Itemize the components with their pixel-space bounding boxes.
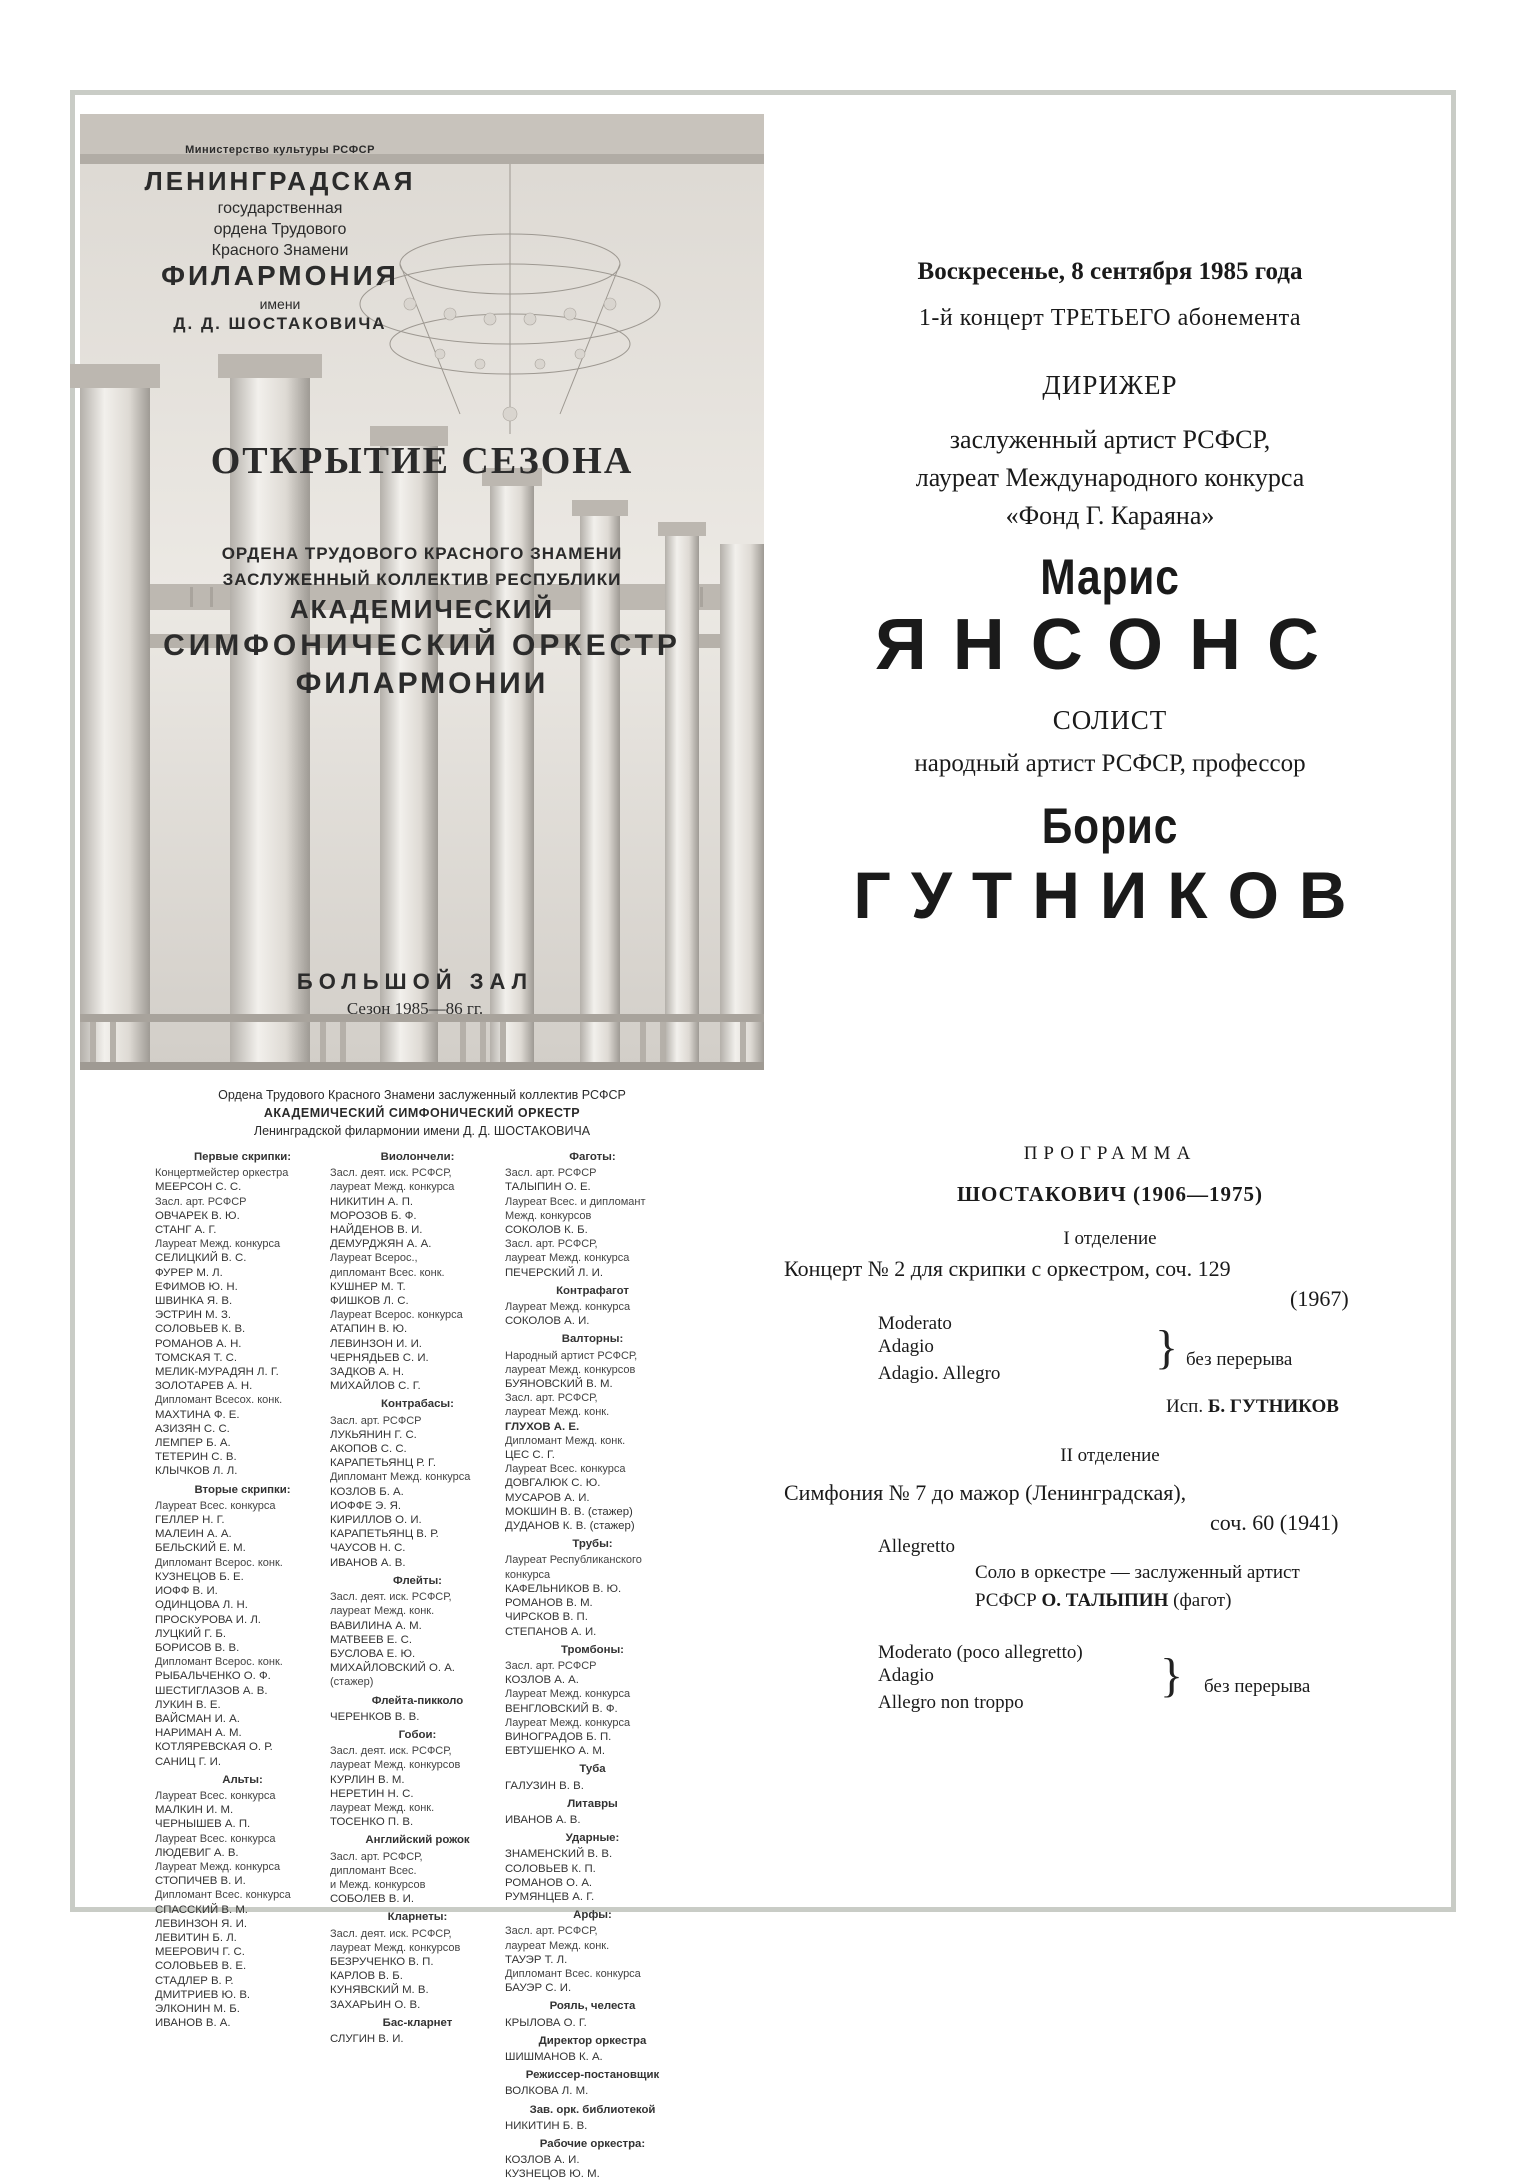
section-heading: Тромбоны: xyxy=(561,1643,624,1656)
member-name: СТОПИЧЕВ В. И. xyxy=(155,1875,246,1888)
member-name: НИКИТИН А. П. xyxy=(330,1195,414,1208)
section-heading: Контрафагот xyxy=(556,1284,629,1297)
member-title: Засл. арт. РСФСР xyxy=(155,1195,247,1208)
section-heading: Ударные: xyxy=(565,1832,620,1845)
member-name: ВАЙСМАН И. А. xyxy=(155,1712,240,1725)
member-title: Засл. арт. РСФСР, xyxy=(505,1925,598,1938)
member-name: БУСЛОВА Е. Ю. xyxy=(330,1647,416,1660)
member-name: ЗОЛОТАРЕВ А. Н. xyxy=(155,1380,253,1393)
member-title: дипломант Всес. xyxy=(330,1864,417,1877)
section-heading: Рабочие оркестра: xyxy=(539,2138,646,2150)
member-title: лауреат Межд. конкурсов xyxy=(330,1941,461,1954)
section-heading: Фаготы: xyxy=(569,1151,616,1163)
member-name: ЛЕМПЕР Б. А. xyxy=(155,1437,231,1450)
member-name: ЛУЦКИЙ Г. Б. xyxy=(155,1627,227,1640)
member-name: СТЕПАНОВ А. И. xyxy=(505,1625,597,1638)
member-name: МОРОЗОВ Б. Ф. xyxy=(330,1209,417,1222)
member-name: НАРИМАН А. М. xyxy=(155,1727,242,1740)
member-title: Лауреат Всес. конкурса xyxy=(505,1463,626,1476)
member-title: Дипломант Всес. конкурса xyxy=(155,1889,291,1902)
member-name: ТОМСКАЯ Т. С. xyxy=(155,1351,238,1364)
member-name: ЧЕРНЫШЕВ А. П. xyxy=(155,1818,251,1831)
member-title: Лауреат Всес. конкурса xyxy=(155,1789,276,1802)
member-name: РОМАНОВ В. М. xyxy=(505,1597,593,1610)
member-name: СТАДЛЕР В. Р. xyxy=(155,1974,234,1987)
member-name: РОМАНОВ А. Н. xyxy=(155,1337,242,1350)
gov-line: государственная xyxy=(217,200,343,217)
member-title: (стажер) xyxy=(330,1676,374,1689)
member-name: БАУЭР С. И. xyxy=(505,1982,572,1995)
section-heading: Трубы: xyxy=(572,1538,613,1551)
movement: Adagio. Allegro xyxy=(878,1363,1001,1384)
solo-name: О. ТАЛЫПИН xyxy=(1041,1590,1169,1611)
subscription-label: 1-й концерт ТРЕТЬЕГО абонемента xyxy=(918,305,1302,331)
member-name: ПРОСКУРОВА И. Л. xyxy=(155,1613,261,1626)
member-name: ШИШМАНОВ К. А. xyxy=(505,2050,603,2063)
member-title: лауреат Межд. конк. xyxy=(505,1939,610,1952)
member-name: ЗНАМЕНСКИЙ В. В. xyxy=(505,1848,613,1861)
member-title: Засл. арт. РСФСР xyxy=(505,1167,597,1180)
member-name: МАЛЕИН А. А. xyxy=(155,1528,232,1541)
member-name: КУНЯВСКИЙ М. В. xyxy=(330,1984,429,1997)
member-title: Народный артист РСФСР, xyxy=(505,1349,638,1362)
member-name: ТОСЕНКО П. В. xyxy=(330,1816,414,1829)
member-title: Лауреат Межд. конкурса xyxy=(505,1301,631,1314)
section-heading: Контрабасы: xyxy=(381,1398,454,1411)
member-name: РЫБАЛЬЧЕНКО О. Ф. xyxy=(155,1670,271,1683)
member-name: БУЯНОВСКИЙ В. М. xyxy=(505,1378,613,1391)
movement: Adagio xyxy=(878,1665,934,1686)
member-name: КУЗНЕЦОВ Б. Е. xyxy=(155,1570,244,1583)
no-break-label: без перерыва xyxy=(1204,1676,1311,1697)
section-heading: Виолончели: xyxy=(380,1151,455,1163)
member-title: Лауреат Межд. конкурса xyxy=(505,1716,631,1729)
member-name: ЭЛКОНИН М. Б. xyxy=(155,2002,240,2015)
member-name: ЭСТРИН М. З. xyxy=(155,1309,232,1322)
member-name: ЛЕВИНЗОН И. И. xyxy=(330,1337,422,1350)
cover-panel xyxy=(80,114,764,1070)
section-heading: Арфы: xyxy=(573,1909,612,1922)
section-heading: Бас-кларнет xyxy=(382,2016,453,2029)
member-name: ПЕЧЕРСКИЙ Л. И. xyxy=(505,1266,603,1279)
member-title: лауреат Межд. конк. xyxy=(330,1801,435,1814)
member-name: ЦЕС С. Г. xyxy=(505,1449,555,1462)
member-name: МЕЕРСОН С. С. xyxy=(155,1181,242,1194)
conductor-title: заслуженный артист РСФСР, xyxy=(949,425,1271,454)
composer-heading: ШОСТАКОВИЧ (1906—1975) xyxy=(957,1182,1263,1206)
gov-line: ордена Трудового xyxy=(213,221,347,238)
member-name: ЧЕРНЯДЬЕВ С. И. xyxy=(330,1351,429,1364)
member-title: лауреат Межд. конкурса xyxy=(330,1181,455,1194)
member-name: КАРЛОВ В. Б. xyxy=(330,1970,403,1983)
member-title: Дипломант Межд. конк. xyxy=(505,1434,626,1447)
member-name: КАРАПЕТЬЯНЦ Р. Г. xyxy=(330,1457,436,1470)
member-name: СОЛОВЬЕВ К. В. xyxy=(155,1323,246,1336)
member-name: СОЛОВЬЕВ К. П. xyxy=(505,1862,596,1875)
member-name: МАТВЕЕВ Е. С. xyxy=(330,1633,413,1646)
member-name: МЕЛИК-МУРАДЯН Л. Г. xyxy=(155,1366,279,1379)
member-name: БОРИСОВ В. В. xyxy=(155,1641,240,1654)
movement: Adagio xyxy=(878,1336,934,1357)
member-title: Засл. деят. иск. РСФСР, xyxy=(330,1167,452,1180)
member-name: ЕФИМОВ Ю. Н. xyxy=(155,1280,238,1293)
member-name: ИВАНОВ А. В. xyxy=(505,1813,581,1826)
member-name: МИХАЙЛОВСКИЙ О. А. xyxy=(330,1662,455,1675)
brace-icon: } xyxy=(1155,1321,1179,1374)
member-name: МИХАЙЛОВ С. Г. xyxy=(330,1380,421,1393)
member-title: Засл. арт. РСФСР xyxy=(505,1659,597,1672)
member-title: лауреат Межд. конк. xyxy=(505,1406,610,1419)
movement: Moderato xyxy=(878,1313,952,1334)
brace-icon: } xyxy=(1160,1649,1184,1702)
member-name: КОТЛЯРЕВСКАЯ О. Р. xyxy=(155,1741,273,1754)
member-title: конкурса xyxy=(505,1568,551,1581)
member-name: ДОВГАЛЮК С. Ю. xyxy=(505,1477,601,1490)
roster-column-2 xyxy=(330,1150,505,2046)
member-title: лауреат Межд. конкурсов xyxy=(330,1759,461,1772)
solo-line-1: Соло в оркестре — заслуженный артист xyxy=(975,1562,1300,1583)
member-name: НЕРЕТИН Н. С. xyxy=(330,1787,414,1800)
academic-label: АКАДЕМИЧЕСКИЙ xyxy=(289,594,555,624)
member-title: Лауреат Всес. конкурса xyxy=(155,1832,276,1845)
philharmonic-label: ФИЛАРМОНИЯ xyxy=(161,260,399,291)
order-line-1: ОРДЕНА ТРУДОВОГО КРАСНОГО ЗНАМЕНИ xyxy=(221,544,623,563)
member-title: Дипломант Всерос. конк. xyxy=(155,1556,283,1569)
soloist-label: СОЛИСТ xyxy=(1052,705,1168,735)
member-name: АКОПОВ С. С. xyxy=(330,1443,407,1456)
performer-line xyxy=(1166,1396,1339,1418)
movement: Allegretto xyxy=(878,1536,956,1557)
movement: Allegro non troppo xyxy=(878,1692,1024,1713)
member-name: ИВАНОВ А. В. xyxy=(330,1556,406,1569)
member-name: ИОФФ В. И. xyxy=(155,1585,218,1598)
member-title: Засл. арт. РСФСР, xyxy=(505,1392,598,1405)
member-name: ЛЕВИТИН Б. Л. xyxy=(155,1931,237,1944)
member-name: ОДИНЦОВА Л. Н. xyxy=(155,1599,248,1612)
member-name: КИРИЛЛОВ О. И. xyxy=(330,1514,422,1527)
member-title: Дипломант Всерос. конк. xyxy=(155,1656,283,1669)
ministry-label: Министерство культуры РСФСР xyxy=(185,144,375,156)
member-name: ДУДАНОВ К. В. (стажер) xyxy=(505,1520,635,1533)
section-heading: Зав. орк. библиотекой xyxy=(529,2103,656,2116)
work-1-title: Концерт № 2 для скрипки с оркестром, соч. 129 xyxy=(784,1256,1231,1281)
member-title: Засл. деят. иск. РСФСР, xyxy=(330,1745,452,1758)
program-title: ПРОГРАММА xyxy=(1023,1143,1197,1164)
member-name: БЕЛЬСКИЙ Е. М. xyxy=(155,1542,246,1555)
solo-line-2 xyxy=(975,1590,1231,1612)
philharmonic-gen-label: ФИЛАРМОНИИ xyxy=(295,667,549,700)
member-name: СЕЛИЦКИЙ В. С. xyxy=(155,1252,247,1265)
member-title: Лауреат Всерос. конкурса xyxy=(330,1309,463,1322)
movement: Moderato (poco allegretto) xyxy=(878,1642,1083,1663)
member-title: Засл. арт. РСФСР, xyxy=(330,1850,423,1863)
solo-suffix: (фагот) xyxy=(1173,1590,1232,1611)
no-break-label: без перерыва xyxy=(1186,1349,1293,1370)
conductor-last-name: ЯНСОНС xyxy=(875,605,1345,685)
member-name: МЕЕРОВИЧ Г. С. xyxy=(155,1946,245,1959)
leningrad-label: ЛЕНИНГРАДСКАЯ xyxy=(144,166,416,196)
member-title: лауреат Межд. конк. xyxy=(330,1605,435,1618)
member-name: ГЛУХОВ А. Е. xyxy=(505,1420,580,1433)
conductor-title: «Фонд Г. Караяна» xyxy=(1005,501,1215,530)
member-name: ЧЕРЕНКОВ В. В. xyxy=(330,1710,420,1723)
member-name: ВЕНГЛОВСКИЙ В. Ф. xyxy=(505,1702,618,1715)
member-name: ВИНОГРАДОВ Б. П. xyxy=(505,1730,612,1743)
member-name: СОБОЛЕВ В. И. xyxy=(330,1893,415,1906)
member-name: КУЗНЕЦОВ Ю. М. xyxy=(505,2168,600,2181)
member-title: Лауреат Всес. и дипломант xyxy=(505,1195,646,1208)
roster-column-3 xyxy=(505,1150,680,2182)
state-order-lines xyxy=(120,198,440,261)
section-heading: Валторны: xyxy=(561,1333,624,1346)
soloist-last-name: ГУТНИКОВ xyxy=(853,858,1367,932)
member-title: Засл. арт. РСФСР, xyxy=(505,1238,598,1251)
work-2-title: Симфония № 7 до мажор (Ленинградская), xyxy=(784,1480,1187,1505)
member-name: КОЗЛОВ А. И. xyxy=(505,2154,580,2167)
member-name: БЕЗРУЧЕНКО В. П. xyxy=(330,1955,434,1968)
section-heading: Первые скрипки: xyxy=(193,1151,292,1163)
member-name: ВОЛКОВА Л. М. xyxy=(505,2085,589,2098)
member-name: ЛЮДЕВИГ А. В. xyxy=(155,1846,239,1859)
member-name: ЛЕВИНЗОН Я. И. xyxy=(155,1917,247,1930)
soloist-title: народный артист РСФСР, профессор xyxy=(914,750,1306,777)
member-title: Лауреат Всес. конкурса xyxy=(155,1499,276,1512)
member-name: АТАПИН В. Ю. xyxy=(330,1323,408,1336)
member-name: СОКОЛОВ А. И. xyxy=(505,1315,590,1328)
member-name: ТАЛЫПИН О. Е. xyxy=(505,1181,591,1194)
order-line-2: ЗАСЛУЖЕННЫЙ КОЛЛЕКТИВ РЕСПУБЛИКИ xyxy=(222,570,622,589)
member-name: ЗАХАРЬИН О. В. xyxy=(330,1998,421,2011)
member-name: СТАНГ А. Г. xyxy=(155,1224,217,1237)
conductor-title: лауреат Международного конкурса xyxy=(915,463,1305,492)
member-name: СОЛОВЬЕВ В. Е. xyxy=(155,1960,247,1973)
member-name: КЛЫЧКОВ Л. Л. xyxy=(155,1465,238,1478)
member-title: Лауреат Межд. конкурса xyxy=(155,1238,281,1251)
member-name: МАЛКИН И. М. xyxy=(155,1804,234,1817)
imeni-label: имени xyxy=(259,296,301,312)
member-name: КАФЕЛЬНИКОВ В. Ю. xyxy=(505,1582,622,1595)
member-title: Засл. деят. иск. РСФСР, xyxy=(330,1927,452,1940)
member-title: Засл. деят. иск. РСФСР, xyxy=(330,1591,452,1604)
section-heading: Режиссер-постановщик xyxy=(525,2069,660,2082)
member-name: МОКШИН В. В. (стажер) xyxy=(505,1505,633,1518)
member-name: МАХТИНА Ф. Е. xyxy=(155,1408,240,1421)
member-name: КОЗЛОВ Б. А. xyxy=(330,1485,404,1498)
part-2-label: II отделение xyxy=(1060,1445,1160,1466)
member-title: дипломант Всес. конк. xyxy=(330,1266,445,1279)
section-heading: Английский рожок xyxy=(365,1834,470,1847)
member-name: ЛУКЬЯНИН Г. С. xyxy=(330,1428,417,1441)
section-heading: Кларнеты: xyxy=(387,1911,448,1924)
member-name: ШЕСТИГЛАЗОВ А. В. xyxy=(155,1684,268,1697)
section-heading: Рояль, челеста xyxy=(549,2000,636,2013)
member-name: КАРАПЕТЬЯНЦ В. Р. xyxy=(330,1528,439,1541)
roster-heading-1: Ордена Трудового Красного Знамени заслуженный коллектив РСФСР xyxy=(218,1088,626,1102)
concert-date: Воскресенье, 8 сентября 1985 года xyxy=(917,258,1303,285)
section-heading: Литавры xyxy=(567,1797,618,1810)
member-title: Лауреат Межд. конкурса xyxy=(155,1860,281,1873)
member-name: ФИШКОВ Л. С. xyxy=(330,1295,409,1308)
member-title: Дипломант Всес. конкурса xyxy=(505,1967,641,1980)
member-name: ОВЧАРЕК В. Ю. xyxy=(155,1209,240,1222)
roster-column-1 xyxy=(155,1150,330,2030)
soloist-first-name: Борис xyxy=(1041,798,1179,854)
member-name: КРЫЛОВА О. Г. xyxy=(505,2016,587,2029)
solo-prefix: РСФСР xyxy=(975,1590,1037,1611)
member-name: ТАУЭР Т. Л. xyxy=(505,1953,568,1966)
member-name: НАЙДЕНОВ В. И. xyxy=(330,1224,423,1237)
member-name: ГЕЛЛЕР Н. Г. xyxy=(155,1514,225,1527)
work-1-year: (1967) xyxy=(1290,1286,1349,1311)
member-name: ДЕМУРДЖЯН А. А. xyxy=(330,1238,432,1251)
member-name: ЧАУСОВ Н. С. xyxy=(330,1542,406,1555)
member-name: КУРЛИН В. М. xyxy=(330,1773,405,1786)
season-label: Сезон 1985—86 гг. xyxy=(346,999,484,1018)
member-title: Дипломант Всесох. конк. xyxy=(155,1394,283,1407)
member-title: Дипломант Межд. конкурса xyxy=(330,1471,471,1484)
conductor-first-name: Марис xyxy=(1040,549,1180,605)
member-name: НИКИТИН Б. В. xyxy=(505,2119,588,2132)
roster-heading-3: Ленинградской филармонии имени Д. Д. ШОСТАКОВИЧА xyxy=(253,1124,591,1138)
performer-name: Б. ГУТНИКОВ xyxy=(1207,1396,1339,1417)
member-title: Лауреат Всерос., xyxy=(330,1252,418,1265)
member-title: лауреат Межд. конкурсов xyxy=(505,1363,636,1376)
member-title: Засл. арт. РСФСР xyxy=(330,1414,422,1427)
roster-heading-2: АКАДЕМИЧЕСКИЙ СИМФОНИЧЕСКИЙ ОРКЕСТР xyxy=(263,1106,581,1120)
section-heading: Гобои: xyxy=(398,1728,437,1741)
member-name: МУСАРОВ А. И. xyxy=(505,1491,590,1504)
conductor-label: ДИРИЖЕР xyxy=(1042,370,1178,400)
member-name: КОЗЛОВ А. А. xyxy=(505,1674,579,1687)
member-name: ТЕТЕРИН С. В. xyxy=(155,1451,237,1464)
work-2-opus: соч. 60 (1941) xyxy=(1210,1510,1339,1535)
member-name: СЛУГИН В. И. xyxy=(330,2032,404,2045)
section-heading: Альты: xyxy=(222,1773,263,1786)
member-name: ГАЛУЗИН В. В. xyxy=(505,1779,584,1792)
member-title: Концертмейстер оркестра xyxy=(155,1167,289,1180)
member-name: ИОФФЕ Э. Я. xyxy=(330,1499,402,1512)
member-name: РУМЯНЦЕВ А. Г. xyxy=(505,1890,595,1903)
member-name: ЧИРСКОВ В. П. xyxy=(505,1611,588,1624)
section-heading: Туба xyxy=(579,1763,606,1776)
section-heading: Вторые скрипки: xyxy=(194,1483,291,1496)
member-name: ЕВТУШЕНКО А. М. xyxy=(505,1745,606,1758)
section-heading: Флейта-пикколо xyxy=(371,1694,464,1707)
member-name: ЗАДКОВ А. Н. xyxy=(330,1366,405,1379)
season-opening-title: ОТКРЫТИЕ СЕЗОНА xyxy=(210,440,634,482)
member-name: САНИЦ Г. И. xyxy=(155,1755,222,1768)
member-name: РОМАНОВ О. А. xyxy=(505,1876,593,1889)
member-name: ИВАНОВ В. А. xyxy=(155,2017,231,2030)
part-1-label: I отделение xyxy=(1063,1228,1157,1249)
shostakovich-label: Д. Д. ШОСТАКОВИЧА xyxy=(173,314,387,333)
member-name: ЛУКИН В. Е. xyxy=(155,1698,221,1711)
member-name: ФУРЕР М. Л. xyxy=(155,1266,223,1279)
member-name: АЗИЗЯН С. С. xyxy=(155,1422,230,1435)
member-name: СПАССКИЙ В. М. xyxy=(155,1903,248,1916)
member-title: Межд. конкурсов xyxy=(505,1209,592,1222)
symphony-orchestra-label: СИМФОНИЧЕСКИЙ ОРКЕСТР xyxy=(163,629,681,662)
member-name: ШВИНКА Я. В. xyxy=(155,1295,233,1308)
great-hall-label: БОЛЬШОЙ ЗАЛ xyxy=(296,969,534,994)
member-title: Лауреат Межд. конкурса xyxy=(505,1688,631,1701)
member-title: и Межд. конкурсов xyxy=(330,1878,426,1891)
performer-prefix: Исп. xyxy=(1166,1396,1204,1417)
member-name: СОКОЛОВ К. Б. xyxy=(505,1224,588,1237)
member-name: ВАВИЛИНА А. М. xyxy=(330,1619,422,1632)
section-heading: Флейты: xyxy=(393,1574,442,1587)
member-name: ДМИТРИЕВ Ю. В. xyxy=(155,1988,251,2001)
gov-line: Красного Знамени xyxy=(211,242,349,259)
member-title: Лауреат Республиканского xyxy=(505,1554,642,1567)
section-heading: Директор оркестра xyxy=(538,2034,647,2047)
member-title: лауреат Межд. конкурса xyxy=(505,1252,630,1265)
member-name: КУШНЕР М. Т. xyxy=(330,1280,406,1293)
